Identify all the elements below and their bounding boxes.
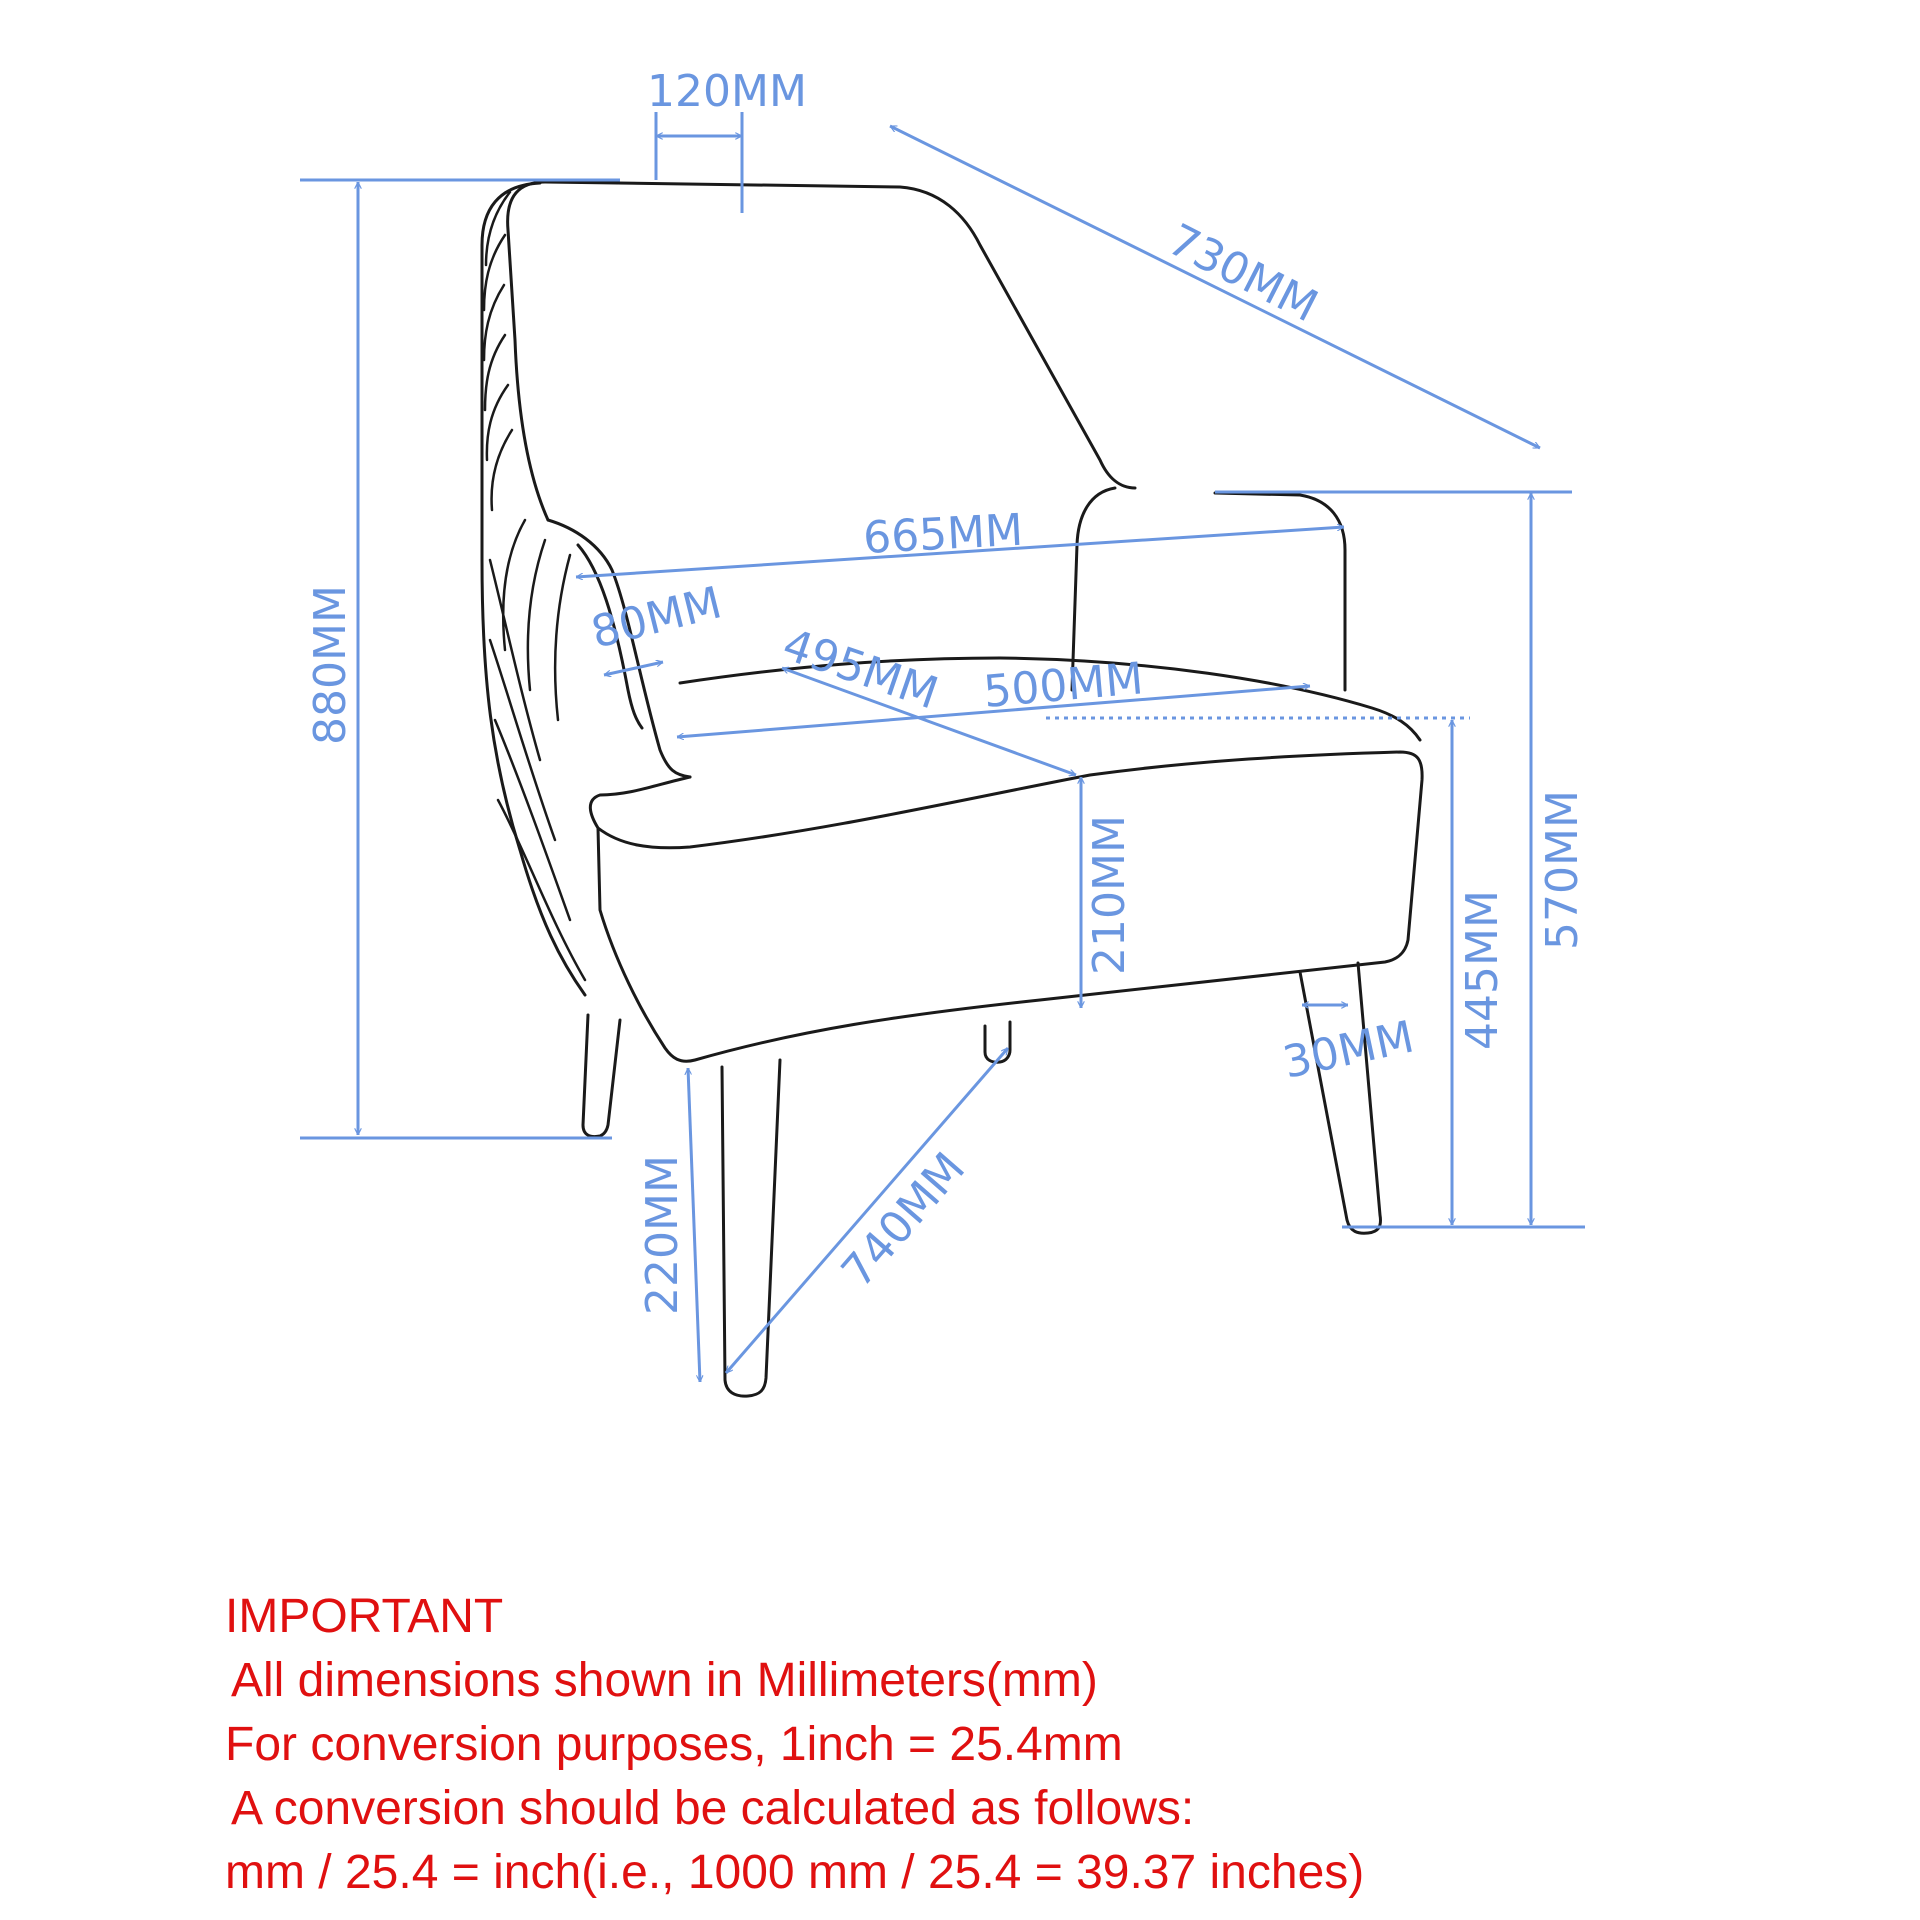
label-arm-thickness: 80MM bbox=[586, 577, 727, 659]
label-cushion-height: 210MM bbox=[1084, 815, 1135, 975]
chair-seat-cushion bbox=[590, 752, 1422, 1061]
label-leg-thickness: 30MM bbox=[1278, 1011, 1419, 1089]
label-overall-width: 665MM bbox=[861, 504, 1025, 564]
note-line-conversion-factor: For conversion purposes, 1inch = 25.4mm bbox=[225, 1718, 1123, 1771]
dim-line-base-diagonal bbox=[726, 1048, 1008, 1373]
chair-shell-seams bbox=[484, 192, 585, 980]
label-arm-width-top: 120MM bbox=[647, 66, 807, 117]
note-title: IMPORTANT bbox=[225, 1590, 504, 1643]
label-seat-height: 445MM bbox=[1457, 890, 1508, 1050]
label-overall-height: 880MM bbox=[305, 585, 356, 745]
chair-backrest bbox=[508, 182, 1135, 520]
chair-back-left-leg bbox=[583, 1015, 620, 1137]
label-seat-depth: 495MM bbox=[776, 619, 945, 720]
note-line-conversion-intro: A conversion should be calculated as follows: bbox=[231, 1782, 1195, 1835]
label-seat-width: 500MM bbox=[981, 653, 1146, 718]
note-line-conversion-formula: mm / 25.4 = inch(i.e., 1000 mm / 25.4 = 39.37 inches) bbox=[225, 1846, 1365, 1899]
dim-line-leg-height bbox=[688, 1068, 700, 1382]
dimension-labels bbox=[305, 66, 1588, 1315]
label-leg-height: 220MM bbox=[637, 1155, 688, 1315]
chair-outline bbox=[482, 182, 1422, 1396]
label-back-diagonal: 730MM bbox=[1160, 214, 1326, 333]
note-line-units: All dimensions shown in Millimeters(mm) bbox=[231, 1654, 1098, 1707]
dim-line-arm-thickness bbox=[604, 662, 663, 675]
chair-back-right-leg bbox=[985, 1022, 1010, 1062]
label-base-diagonal: 740MM bbox=[831, 1143, 976, 1298]
label-arm-height: 570MM bbox=[1537, 790, 1588, 950]
conversion-note bbox=[225, 1585, 1364, 1905]
